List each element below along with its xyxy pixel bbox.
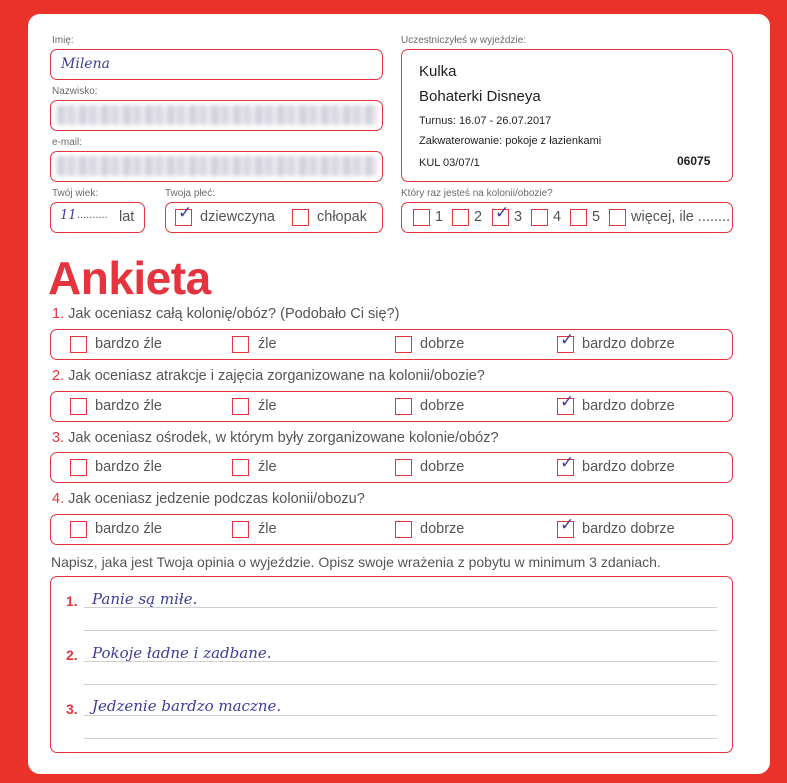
- writing-line: [84, 661, 717, 662]
- option-very-good-checkbox[interactable]: [557, 453, 575, 476]
- option-good-checkbox[interactable]: [395, 336, 412, 353]
- option-label: bardzo źle: [95, 459, 162, 475]
- survey-title: Ankieta: [48, 252, 211, 304]
- surname-field[interactable]: [50, 100, 383, 131]
- check-mark-icon: ✓: [560, 330, 575, 350]
- times-more-label: więcej, ile ........: [631, 209, 731, 225]
- question-number: 4.: [52, 491, 65, 507]
- option-label: bardzo dobrze: [582, 521, 675, 537]
- name-label: Imię:: [52, 35, 74, 46]
- times-5-label: 5: [592, 209, 601, 225]
- times-4-checkbox[interactable]: [531, 209, 548, 226]
- option-label: bardzo dobrze: [582, 398, 675, 414]
- option-label: źle: [258, 336, 277, 352]
- opinion-line-1: Panie są miłe.: [92, 590, 198, 608]
- opinion-number: 2.: [66, 647, 78, 663]
- option-good-checkbox[interactable]: [395, 521, 412, 538]
- camp-info-box: [401, 49, 733, 182]
- camp-code: KUL 03/07/1: [419, 157, 480, 169]
- option-very-bad-checkbox[interactable]: [70, 521, 87, 538]
- check-mark-icon: ✓: [178, 203, 193, 223]
- option-label: źle: [258, 398, 277, 414]
- question-4: [52, 491, 365, 507]
- option-label: źle: [258, 521, 277, 537]
- option-very-good-checkbox[interactable]: [557, 392, 575, 415]
- option-label: bardzo dobrze: [582, 459, 675, 475]
- option-good-checkbox[interactable]: [395, 398, 412, 415]
- answer-row-4: [50, 514, 733, 545]
- gender-male-checkbox[interactable]: [292, 209, 309, 226]
- camp-accommodation: Zakwaterowanie: pokoje z łazienkami: [419, 135, 602, 147]
- answer-row-3: [50, 452, 733, 483]
- gender-female-checkbox[interactable]: [175, 203, 193, 226]
- option-very-bad-checkbox[interactable]: [70, 459, 87, 476]
- check-mark-icon: ✓: [495, 203, 510, 223]
- question-text: Jak oceniasz całą kolonię/obóz? (Podobało Ci się?): [68, 306, 400, 322]
- gender-female-label: dziewczyna: [200, 209, 275, 225]
- email-label: e-mail:: [52, 137, 83, 148]
- opinion-prompt: Napisz, jaka jest Twoja opinia o wyjeździe. Opisz swoje wrażenia z pobytu w minimum 3 zdaniach.: [51, 554, 661, 570]
- surname-label: Nazwisko:: [52, 86, 98, 97]
- option-label: źle: [258, 459, 277, 475]
- question-number: 1.: [52, 306, 65, 322]
- writing-line: [84, 607, 717, 608]
- times-1-label: 1: [435, 209, 444, 225]
- gender-label: Twoja płeć:: [165, 188, 216, 199]
- answer-row-2: [50, 391, 733, 422]
- option-bad-checkbox[interactable]: [232, 521, 249, 538]
- times-1-checkbox[interactable]: [413, 209, 430, 226]
- times-2-label: 2: [474, 209, 483, 225]
- question-1: [52, 306, 399, 322]
- question-text: Jak oceniasz ośrodek, w którym były zorganizowane kolonie/obóz?: [68, 430, 499, 446]
- camp-turnus: Turnus: 16.07 - 26.07.2017: [419, 115, 552, 127]
- option-bad-checkbox[interactable]: [232, 459, 249, 476]
- age-unit: lat: [119, 209, 135, 225]
- question-text: Jak oceniasz jedzenie podczas kolonii/obozu?: [68, 491, 365, 507]
- check-mark-icon: ✓: [560, 453, 575, 473]
- gender-male-label: chłopak: [317, 209, 367, 225]
- times-more-checkbox[interactable]: [609, 209, 626, 226]
- question-text: Jak oceniasz atrakcje i zajęcia zorganizowane na kolonii/obozie?: [68, 368, 485, 384]
- times-5-checkbox[interactable]: [570, 209, 587, 226]
- option-label: bardzo dobrze: [582, 336, 675, 352]
- option-label: dobrze: [420, 398, 465, 414]
- option-label: dobrze: [420, 459, 465, 475]
- camp-theme: Bohaterki Disneya: [419, 88, 541, 105]
- option-very-good-checkbox[interactable]: [557, 330, 575, 353]
- question-3: [52, 430, 499, 446]
- times-field: [401, 202, 733, 233]
- option-label: dobrze: [420, 336, 465, 352]
- email-redaction: [57, 156, 377, 176]
- times-3-checkbox[interactable]: [492, 203, 510, 226]
- check-mark-icon: ✓: [560, 515, 575, 535]
- opinion-number: 1.: [66, 593, 78, 609]
- writing-line: [84, 715, 717, 716]
- email-field[interactable]: [50, 151, 383, 182]
- option-very-bad-checkbox[interactable]: [70, 398, 87, 415]
- age-dots: ..........: [77, 209, 108, 221]
- option-label: bardzo źle: [95, 521, 162, 537]
- times-2-checkbox[interactable]: [452, 209, 469, 226]
- opinion-number: 3.: [66, 701, 78, 717]
- age-label: Twój wiek:: [52, 188, 99, 199]
- writing-line: [84, 684, 717, 685]
- question-2: [52, 368, 485, 384]
- writing-line: [84, 630, 717, 631]
- option-bad-checkbox[interactable]: [232, 336, 249, 353]
- opinion-line-2: Pokoje ładne i zadbane.: [92, 644, 272, 662]
- age-value: 11: [60, 208, 77, 223]
- gender-field: [165, 202, 383, 233]
- name-field[interactable]: [50, 49, 383, 80]
- option-very-good-checkbox[interactable]: [557, 515, 575, 538]
- question-number: 3.: [52, 430, 65, 446]
- option-label: bardzo źle: [95, 398, 162, 414]
- name-value: Milena: [61, 56, 110, 72]
- times-3-label: 3: [514, 209, 523, 225]
- option-label: bardzo źle: [95, 336, 162, 352]
- check-mark-icon: ✓: [560, 392, 575, 412]
- participants-label: Uczestniczyłeś w wyjeździe:: [401, 35, 527, 46]
- answer-row-1: [50, 329, 733, 360]
- times-4-label: 4: [553, 209, 562, 225]
- surname-redaction: [57, 105, 377, 125]
- question-number: 2.: [52, 368, 65, 384]
- camp-name: Kulka: [419, 63, 457, 80]
- option-label: dobrze: [420, 521, 465, 537]
- opinion-line-3: Jedzenie bardzo maczne.: [92, 697, 282, 715]
- option-very-bad-checkbox[interactable]: [70, 336, 87, 353]
- times-label: Który raz jesteś na kolonii/obozie?: [401, 188, 553, 199]
- option-bad-checkbox[interactable]: [232, 398, 249, 415]
- option-good-checkbox[interactable]: [395, 459, 412, 476]
- camp-number: 06075: [677, 154, 711, 168]
- writing-line: [84, 738, 717, 739]
- age-field[interactable]: [50, 202, 145, 233]
